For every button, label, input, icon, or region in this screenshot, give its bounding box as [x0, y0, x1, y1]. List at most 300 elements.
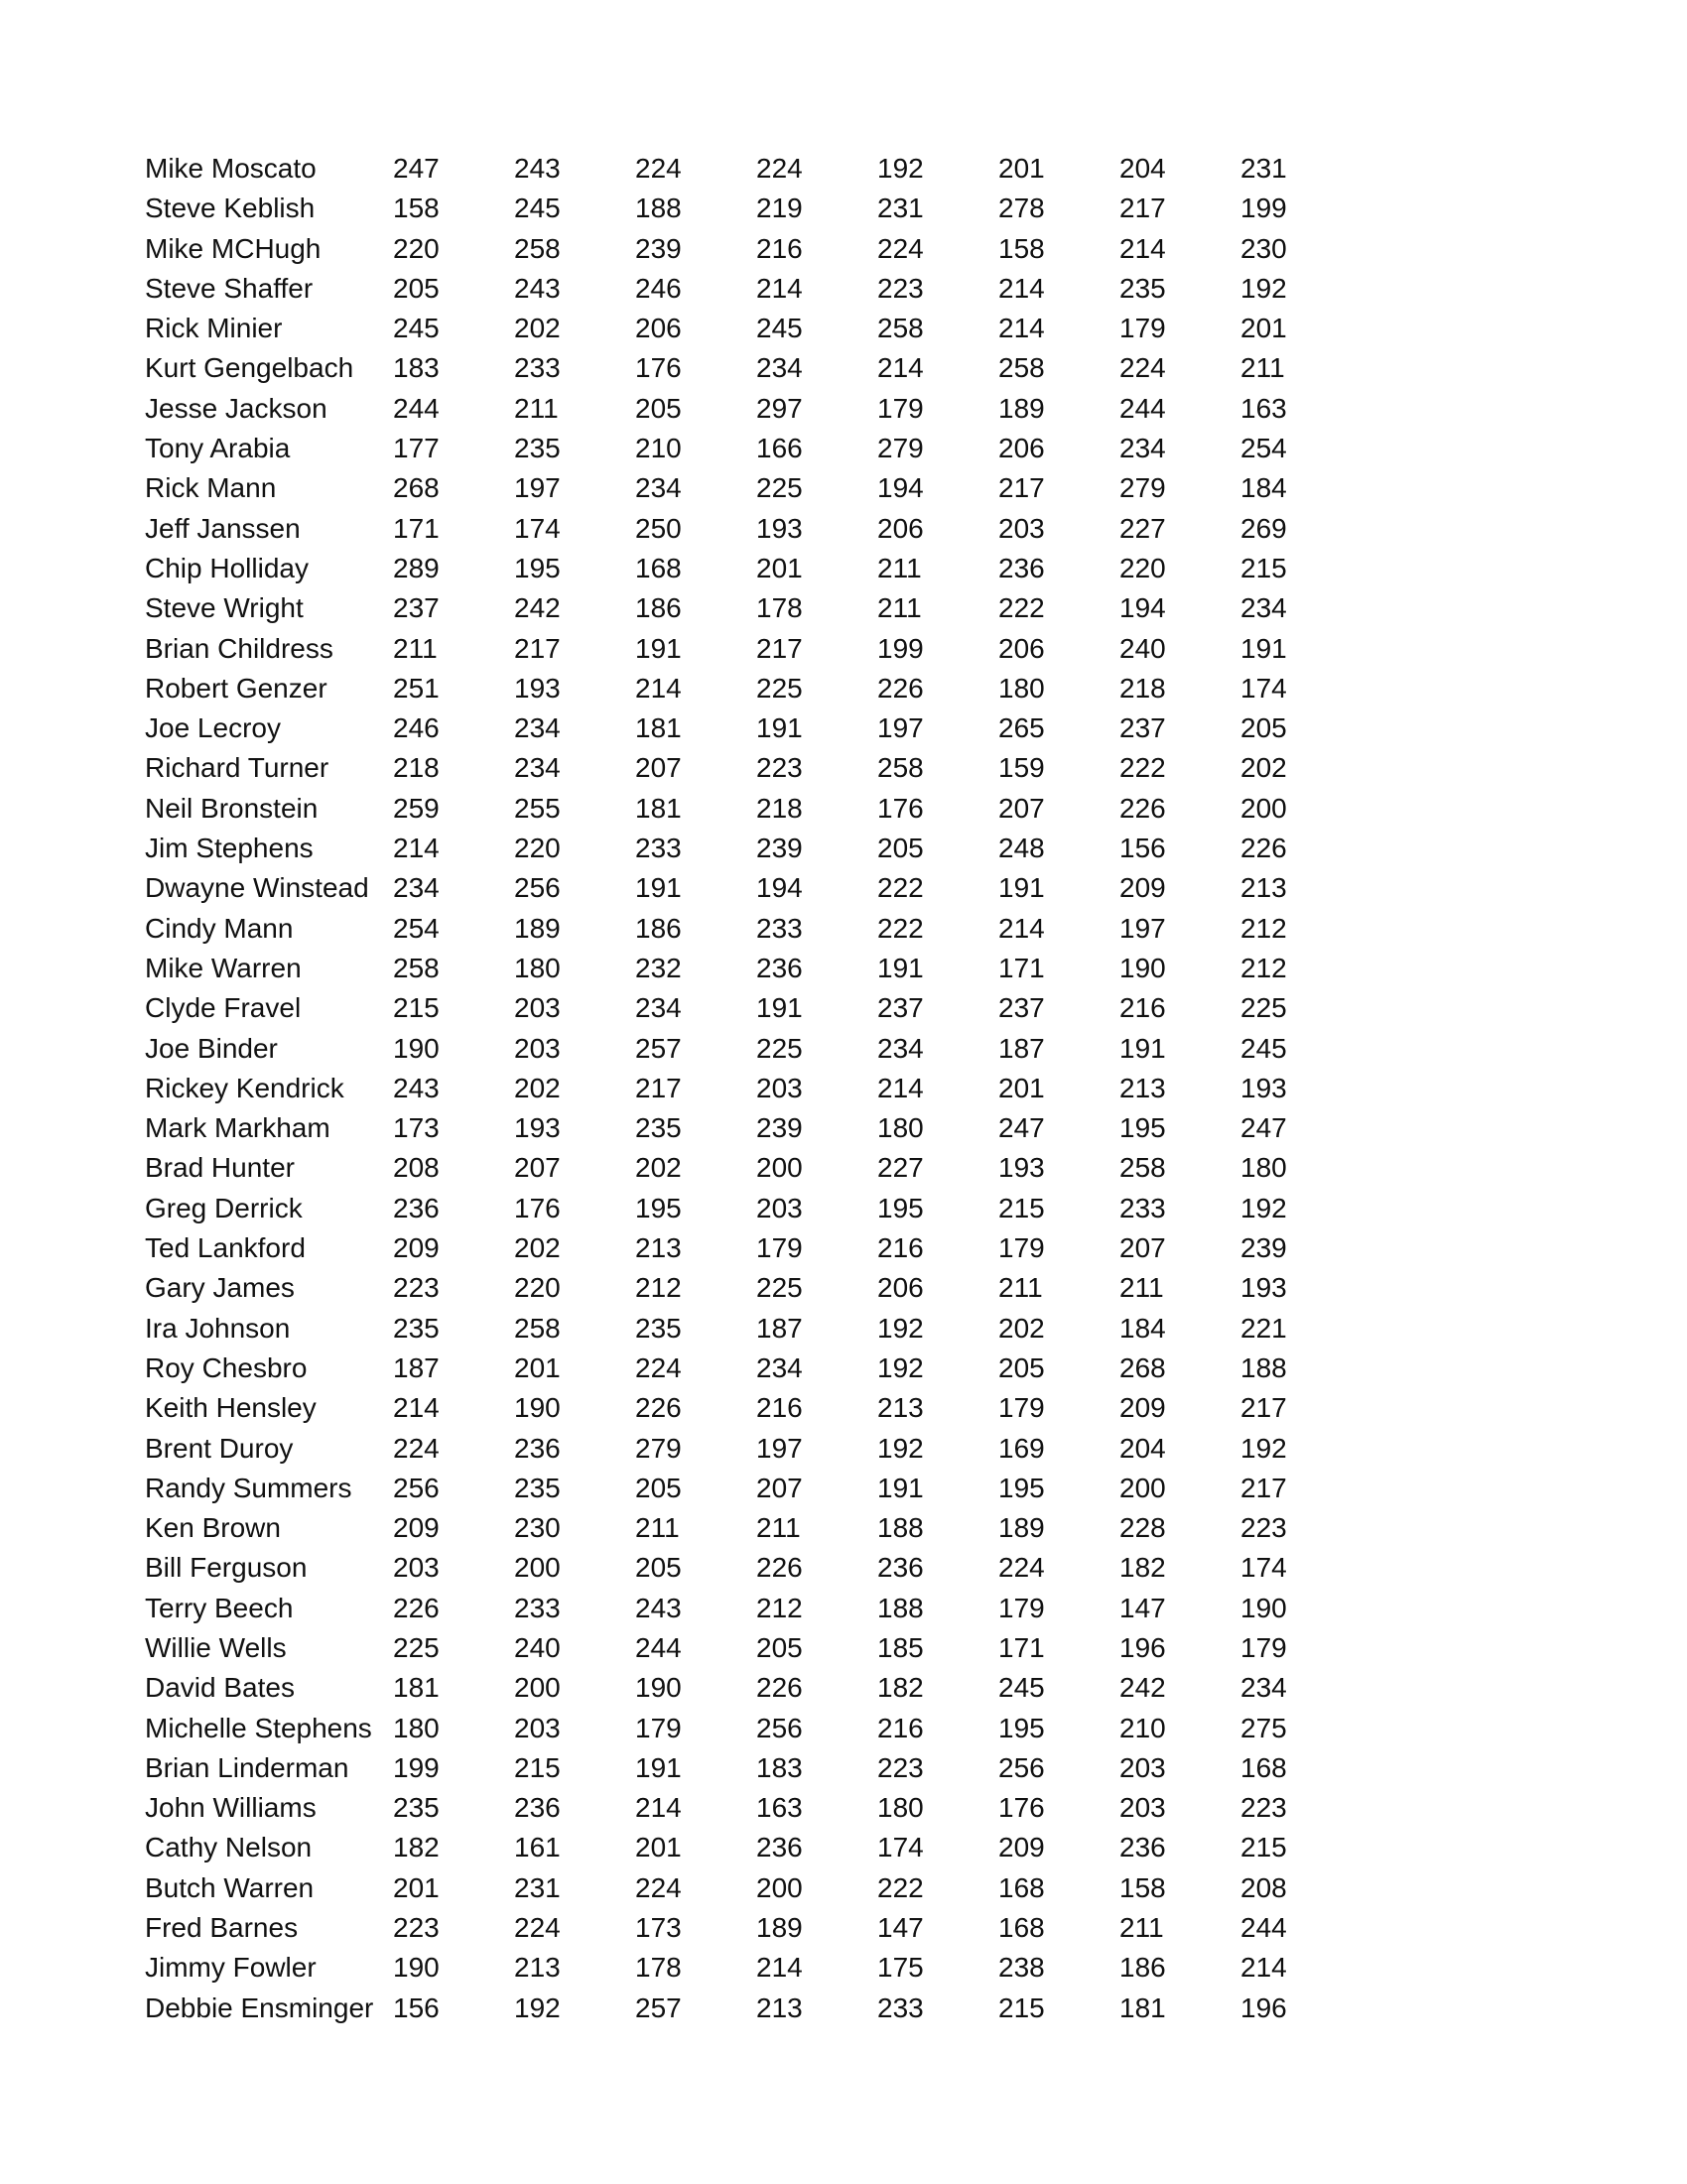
game-score: 192: [1240, 272, 1287, 304]
game-score: 239: [635, 232, 682, 264]
bowler-name: Jimmy Fowler: [145, 1952, 317, 1984]
table-row: [145, 1948, 1362, 1988]
game-score: 190: [1240, 1592, 1287, 1623]
game-score: 200: [514, 1552, 561, 1584]
game-score: 203: [393, 1552, 440, 1584]
game-score: 202: [635, 1152, 682, 1184]
table-row: [145, 1228, 1362, 1268]
game-score: 233: [635, 833, 682, 864]
game-score: 158: [393, 193, 440, 224]
game-score: 234: [756, 1351, 803, 1383]
bowler-name: Cindy Mann: [145, 912, 294, 944]
bowler-name: Chip Holliday: [145, 552, 309, 583]
game-score: 217: [1119, 193, 1166, 224]
game-score: 222: [1119, 752, 1166, 784]
game-score: 279: [635, 1432, 682, 1464]
game-score: 258: [514, 1312, 561, 1344]
game-score: 217: [756, 632, 803, 664]
game-score: 237: [998, 992, 1045, 1024]
game-score: 192: [877, 153, 924, 184]
game-score: 205: [635, 1552, 682, 1584]
game-score: 215: [514, 1751, 561, 1783]
game-score: 211: [877, 552, 922, 583]
game-score: 219: [756, 193, 803, 224]
game-score: 163: [756, 1792, 803, 1824]
game-score: 228: [1119, 1512, 1166, 1544]
bowler-name: Michelle Stephens: [145, 1712, 372, 1743]
game-score: 202: [514, 313, 561, 344]
game-score: 179: [998, 1392, 1045, 1424]
game-score: 231: [514, 1871, 561, 1903]
game-score: 234: [1119, 433, 1166, 464]
bowler-name: Mike Moscato: [145, 153, 317, 184]
game-score: 182: [393, 1832, 440, 1863]
game-score: 194: [877, 472, 924, 504]
game-score: 193: [1240, 1072, 1287, 1103]
game-score: 233: [877, 1991, 924, 2023]
game-score: 243: [514, 153, 561, 184]
game-score: 211: [1119, 1912, 1164, 1944]
game-score: 200: [756, 1871, 803, 1903]
game-score: 269: [1240, 512, 1287, 544]
game-score: 158: [1119, 1871, 1166, 1903]
game-score: 234: [877, 1032, 924, 1064]
game-score: 202: [514, 1232, 561, 1264]
bowler-name: Neil Bronstein: [145, 792, 319, 824]
bowler-name: Keith Hensley: [145, 1392, 317, 1424]
table-row: [145, 1349, 1362, 1388]
bowler-name: Gary James: [145, 1272, 295, 1304]
game-score: 237: [1119, 712, 1166, 744]
game-score: 235: [635, 1312, 682, 1344]
game-score: 233: [514, 1592, 561, 1623]
game-score: 191: [635, 632, 682, 664]
game-score: 188: [877, 1592, 924, 1623]
bowler-name: David Bates: [145, 1672, 295, 1704]
game-score: 227: [877, 1152, 924, 1184]
game-score: 214: [998, 272, 1045, 304]
game-score: 156: [1119, 833, 1166, 864]
game-score: 180: [514, 952, 561, 983]
game-score: 225: [756, 1032, 803, 1064]
game-score: 180: [393, 1712, 440, 1743]
game-score: 223: [1240, 1792, 1287, 1824]
table-row: [145, 189, 1362, 228]
game-score: 214: [393, 833, 440, 864]
game-score: 233: [514, 352, 561, 384]
game-score: 256: [998, 1751, 1045, 1783]
bowler-name: Steve Keblish: [145, 193, 316, 224]
game-score: 213: [1240, 872, 1287, 904]
bowler-name: Rick Minier: [145, 313, 283, 344]
game-score: 258: [1119, 1152, 1166, 1184]
table-row: [145, 1908, 1362, 1948]
game-score: 259: [393, 792, 440, 824]
table-row: [145, 348, 1362, 388]
game-score: 205: [635, 392, 682, 424]
table-row: [145, 1548, 1362, 1588]
game-score: 180: [998, 672, 1045, 704]
game-score: 200: [1240, 792, 1287, 824]
game-score: 209: [998, 1832, 1045, 1863]
game-score: 220: [393, 232, 440, 264]
game-score: 224: [756, 153, 803, 184]
game-score: 234: [514, 712, 561, 744]
game-score: 224: [998, 1552, 1045, 1584]
game-score: 258: [514, 232, 561, 264]
game-score: 245: [756, 313, 803, 344]
game-score: 222: [998, 592, 1045, 624]
game-score: 206: [998, 632, 1045, 664]
game-score: 204: [1119, 153, 1166, 184]
game-score: 179: [1240, 1631, 1287, 1663]
game-score: 193: [1240, 1272, 1287, 1304]
game-score: 226: [756, 1552, 803, 1584]
game-score: 225: [756, 1272, 803, 1304]
game-score: 215: [998, 1991, 1045, 2023]
game-score: 188: [1240, 1351, 1287, 1383]
game-score: 174: [514, 512, 561, 544]
game-score: 243: [635, 1592, 682, 1623]
game-score: 189: [998, 392, 1045, 424]
game-score: 158: [998, 232, 1045, 264]
game-score: 187: [756, 1312, 803, 1344]
game-score: 190: [393, 1032, 440, 1064]
game-score: 256: [393, 1472, 440, 1503]
game-score: 176: [998, 1792, 1045, 1824]
game-score: 242: [514, 592, 561, 624]
game-score: 201: [1240, 313, 1287, 344]
game-score: 203: [998, 512, 1045, 544]
game-score: 216: [877, 1232, 924, 1264]
game-score: 223: [1240, 1512, 1287, 1544]
game-score: 207: [756, 1472, 803, 1503]
game-score: 213: [514, 1952, 561, 1984]
bowler-name: Cathy Nelson: [145, 1832, 313, 1863]
game-score: 205: [1240, 712, 1287, 744]
game-score: 181: [635, 792, 682, 824]
game-score: 191: [998, 872, 1045, 904]
bowler-name: Roy Chesbro: [145, 1351, 308, 1383]
game-score: 190: [1119, 952, 1166, 983]
game-score: 205: [635, 1472, 682, 1503]
game-score: 240: [1119, 632, 1166, 664]
game-score: 244: [635, 1631, 682, 1663]
game-score: 212: [635, 1272, 682, 1304]
table-row: [145, 309, 1362, 348]
game-score: 166: [756, 433, 803, 464]
game-score: 289: [393, 552, 440, 583]
table-row: [145, 1029, 1362, 1069]
game-score: 218: [756, 792, 803, 824]
game-score: 173: [393, 1112, 440, 1144]
table-row: [145, 909, 1362, 949]
game-score: 186: [635, 592, 682, 624]
game-score: 265: [998, 712, 1045, 744]
game-score: 168: [998, 1871, 1045, 1903]
game-score: 206: [998, 433, 1045, 464]
table-row: [145, 629, 1362, 669]
game-score: 159: [998, 752, 1045, 784]
game-score: 214: [877, 352, 924, 384]
table-row: [145, 1148, 1362, 1188]
game-score: 247: [1240, 1112, 1287, 1144]
table-row: [145, 1788, 1362, 1828]
game-score: 211: [1240, 352, 1285, 384]
game-score: 191: [756, 992, 803, 1024]
game-score: 174: [877, 1832, 924, 1863]
game-score: 238: [998, 1952, 1045, 1984]
table-row: [145, 1989, 1362, 2028]
game-score: 230: [514, 1512, 561, 1544]
score-table: [145, 149, 1362, 2028]
game-score: 214: [998, 313, 1045, 344]
game-score: 168: [635, 552, 682, 583]
game-score: 234: [1240, 1672, 1287, 1704]
game-score: 201: [998, 1072, 1045, 1103]
game-score: 212: [1240, 952, 1287, 983]
game-score: 248: [998, 833, 1045, 864]
game-score: 210: [635, 433, 682, 464]
game-score: 195: [635, 1192, 682, 1223]
game-score: 217: [514, 632, 561, 664]
game-score: 191: [756, 712, 803, 744]
game-score: 223: [756, 752, 803, 784]
table-row: [145, 708, 1362, 748]
bowler-name: John Williams: [145, 1792, 317, 1824]
game-score: 184: [1240, 472, 1287, 504]
game-score: 227: [1119, 512, 1166, 544]
game-score: 203: [514, 992, 561, 1024]
game-score: 214: [635, 1792, 682, 1824]
game-score: 222: [877, 1871, 924, 1903]
game-score: 179: [877, 392, 924, 424]
game-score: 193: [514, 1112, 561, 1144]
table-row: [145, 1709, 1362, 1748]
bowler-name: Steve Shaffer: [145, 272, 314, 304]
game-score: 297: [756, 392, 803, 424]
game-score: 275: [1240, 1712, 1287, 1743]
game-score: 217: [635, 1072, 682, 1103]
game-score: 192: [1240, 1192, 1287, 1223]
game-score: 222: [877, 872, 924, 904]
game-score: 203: [1119, 1751, 1166, 1783]
game-score: 214: [1240, 1952, 1287, 1984]
table-row: [145, 588, 1362, 628]
game-score: 147: [877, 1912, 924, 1944]
game-score: 268: [393, 472, 440, 504]
game-score: 224: [1119, 352, 1166, 384]
game-score: 236: [393, 1192, 440, 1223]
game-score: 232: [635, 952, 682, 983]
game-score: 213: [1119, 1072, 1166, 1103]
game-score: 225: [756, 472, 803, 504]
game-score: 168: [1240, 1751, 1287, 1783]
table-row: [145, 269, 1362, 309]
game-score: 179: [1119, 313, 1166, 344]
game-score: 201: [756, 552, 803, 583]
table-row: [145, 468, 1362, 508]
game-score: 176: [877, 792, 924, 824]
game-score: 245: [393, 313, 440, 344]
game-score: 214: [998, 912, 1045, 944]
game-score: 195: [998, 1712, 1045, 1743]
game-score: 171: [393, 512, 440, 544]
bowler-name: Ira Johnson: [145, 1312, 291, 1344]
bowler-name: Mike MCHugh: [145, 232, 322, 264]
game-score: 212: [1240, 912, 1287, 944]
game-score: 225: [1240, 992, 1287, 1024]
game-score: 258: [877, 313, 924, 344]
game-score: 147: [1119, 1592, 1166, 1623]
game-score: 189: [514, 912, 561, 944]
table-row: [145, 389, 1362, 429]
game-score: 193: [514, 672, 561, 704]
game-score: 202: [514, 1072, 561, 1103]
game-score: 201: [998, 153, 1045, 184]
bowler-name: Willie Wells: [145, 1631, 287, 1663]
game-score: 211: [998, 1272, 1043, 1304]
game-score: 223: [877, 272, 924, 304]
game-score: 168: [998, 1912, 1045, 1944]
game-score: 236: [998, 552, 1045, 583]
bowler-name: Ted Lankford: [145, 1232, 306, 1264]
bowler-name: Ken Brown: [145, 1512, 281, 1544]
game-score: 171: [998, 1631, 1045, 1663]
game-score: 257: [635, 1032, 682, 1064]
game-score: 246: [393, 712, 440, 744]
game-score: 192: [514, 1991, 561, 2023]
game-score: 245: [998, 1672, 1045, 1704]
game-score: 223: [393, 1272, 440, 1304]
game-score: 156: [393, 1991, 440, 2023]
game-score: 209: [1119, 1392, 1166, 1424]
table-row: [145, 1668, 1362, 1708]
table-row: [145, 429, 1362, 468]
game-score: 220: [1119, 552, 1166, 583]
game-score: 207: [635, 752, 682, 784]
game-score: 201: [393, 1871, 440, 1903]
game-score: 163: [1240, 392, 1287, 424]
game-score: 210: [1119, 1712, 1166, 1743]
game-score: 186: [635, 912, 682, 944]
table-row: [145, 509, 1362, 549]
table-row: [145, 1108, 1362, 1148]
bowler-name: Steve Wright: [145, 592, 304, 624]
game-score: 225: [756, 672, 803, 704]
table-row: [145, 149, 1362, 189]
game-score: 224: [635, 153, 682, 184]
game-score: 199: [877, 632, 924, 664]
game-score: 233: [1119, 1192, 1166, 1223]
game-score: 192: [877, 1432, 924, 1464]
game-score: 214: [1119, 232, 1166, 264]
bowler-name: Debbie Ensminger: [145, 1991, 374, 2023]
game-score: 224: [393, 1432, 440, 1464]
table-row: [145, 549, 1362, 588]
bowler-name: Brent Duroy: [145, 1432, 294, 1464]
game-score: 179: [998, 1232, 1045, 1264]
game-score: 187: [393, 1351, 440, 1383]
game-score: 215: [1240, 1832, 1287, 1863]
bowler-name: Bill Ferguson: [145, 1552, 308, 1584]
game-score: 236: [514, 1432, 561, 1464]
game-score: 169: [998, 1432, 1045, 1464]
game-score: 216: [877, 1712, 924, 1743]
game-score: 181: [393, 1672, 440, 1704]
game-score: 279: [1119, 472, 1166, 504]
game-score: 236: [756, 1832, 803, 1863]
bowler-name: Tony Arabia: [145, 433, 291, 464]
game-score: 231: [877, 193, 924, 224]
game-score: 199: [393, 1751, 440, 1783]
game-score: 258: [877, 752, 924, 784]
game-score: 197: [756, 1432, 803, 1464]
table-row: [145, 1508, 1362, 1548]
game-score: 214: [877, 1072, 924, 1103]
game-score: 250: [635, 512, 682, 544]
game-score: 226: [756, 1672, 803, 1704]
bowler-name: Clyde Fravel: [145, 992, 302, 1024]
game-score: 185: [877, 1631, 924, 1663]
game-score: 201: [635, 1832, 682, 1863]
game-score: 220: [514, 833, 561, 864]
bowler-name: Jim Stephens: [145, 833, 314, 864]
game-score: 195: [877, 1192, 924, 1223]
game-score: 213: [756, 1991, 803, 2023]
game-score: 213: [877, 1392, 924, 1424]
game-score: 243: [393, 1072, 440, 1103]
game-score: 179: [756, 1232, 803, 1264]
game-score: 190: [514, 1392, 561, 1424]
bowler-name: Jesse Jackson: [145, 392, 327, 424]
game-score: 216: [756, 1392, 803, 1424]
game-score: 239: [1240, 1232, 1287, 1264]
game-score: 226: [635, 1392, 682, 1424]
game-score: 205: [393, 272, 440, 304]
game-score: 199: [1240, 193, 1287, 224]
game-score: 209: [393, 1512, 440, 1544]
game-score: 234: [635, 992, 682, 1024]
table-row: [145, 748, 1362, 788]
game-score: 236: [1119, 1832, 1166, 1863]
game-score: 226: [393, 1592, 440, 1623]
game-score: 171: [998, 952, 1045, 983]
bowler-name: Brian Linderman: [145, 1751, 349, 1783]
game-score: 195: [998, 1472, 1045, 1503]
game-score: 179: [635, 1712, 682, 1743]
game-score: 234: [756, 352, 803, 384]
game-score: 173: [635, 1912, 682, 1944]
table-row: [145, 669, 1362, 708]
game-score: 206: [877, 1272, 924, 1304]
bowler-name: Joe Binder: [145, 1032, 278, 1064]
game-score: 220: [514, 1272, 561, 1304]
game-score: 191: [1240, 632, 1287, 664]
game-score: 224: [514, 1912, 561, 1944]
game-score: 174: [1240, 672, 1287, 704]
table-row: [145, 988, 1362, 1028]
game-score: 193: [998, 1152, 1045, 1184]
game-score: 181: [635, 712, 682, 744]
game-score: 202: [1240, 752, 1287, 784]
game-score: 235: [393, 1792, 440, 1824]
game-score: 225: [393, 1631, 440, 1663]
game-score: 203: [514, 1712, 561, 1743]
game-score: 237: [393, 592, 440, 624]
game-score: 279: [877, 433, 924, 464]
game-score: 226: [877, 672, 924, 704]
